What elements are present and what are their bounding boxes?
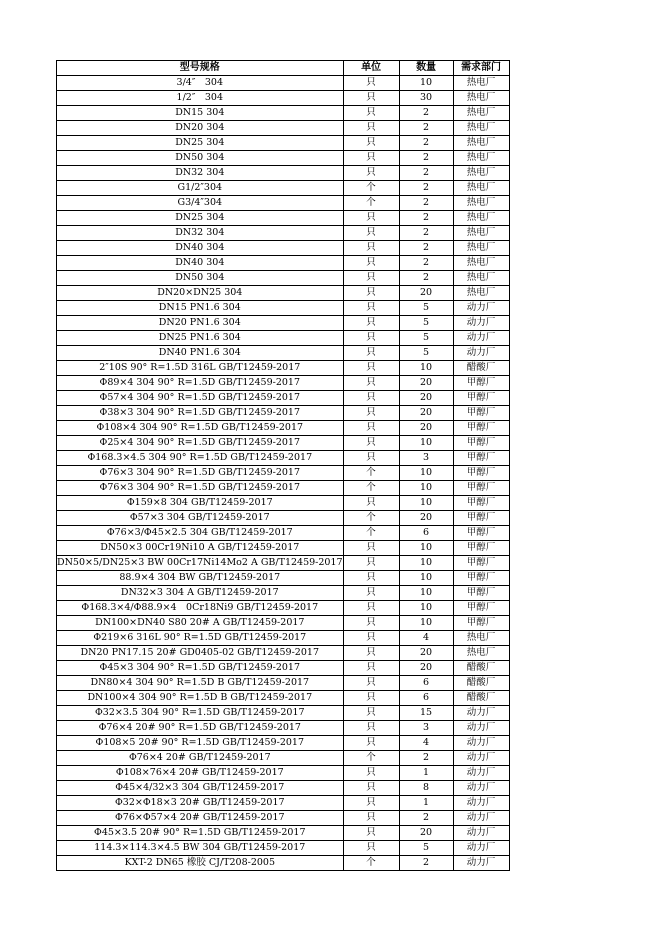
- cell-department[interactable]: 动力厂: [453, 766, 509, 781]
- cell-unit[interactable]: 只: [343, 241, 399, 256]
- cell-unit[interactable]: 只: [343, 211, 399, 226]
- cell-department[interactable]: 热电厂: [453, 151, 509, 166]
- cell-unit[interactable]: 只: [343, 571, 399, 586]
- cell-unit[interactable]: 个: [343, 526, 399, 541]
- table-row: [57, 616, 510, 631]
- cell-unit[interactable]: 只: [343, 766, 399, 781]
- cell-department[interactable]: 甲醇厂: [453, 526, 509, 541]
- cell-quantity[interactable]: 5: [399, 346, 453, 361]
- cell-quantity[interactable]: 10: [399, 466, 453, 481]
- cell-spec[interactable]: Φ168.3×4.5 304 90° R=1.5D GB/T12459-2017: [57, 451, 344, 466]
- cell-unit[interactable]: 个: [343, 481, 399, 496]
- cell-department[interactable]: 动力厂: [453, 316, 509, 331]
- cell-unit[interactable]: 个: [343, 181, 399, 196]
- cell-department[interactable]: 甲醇厂: [453, 586, 509, 601]
- cell-spec[interactable]: Φ38×3 304 90° R=1.5D GB/T12459-2017: [57, 406, 344, 421]
- cell-unit[interactable]: 只: [343, 691, 399, 706]
- cell-spec[interactable]: DN25 PN1.6 304: [57, 331, 344, 346]
- table-row: [57, 541, 510, 556]
- cell-spec[interactable]: DN50×3 00Cr19Ni10 A GB/T12459-2017: [57, 541, 344, 556]
- cell-department[interactable]: 热电厂: [453, 91, 509, 106]
- table-row: [57, 421, 510, 436]
- cell-unit[interactable]: 只: [343, 136, 399, 151]
- cell-quantity[interactable]: 20: [399, 406, 453, 421]
- table-row: [57, 841, 510, 856]
- cell-unit[interactable]: 个: [343, 466, 399, 481]
- cell-spec[interactable]: DN20 PN1.6 304: [57, 316, 344, 331]
- table-row: [57, 811, 510, 826]
- cell-spec[interactable]: Φ45×3.5 20# 90° R=1.5D GB/T12459-2017: [57, 826, 344, 841]
- cell-quantity[interactable]: 15: [399, 706, 453, 721]
- cell-spec[interactable]: KXT-2 DN65 橡胶 CJ/T208-2005: [57, 856, 344, 871]
- table-row: [57, 631, 510, 646]
- cell-department[interactable]: 热电厂: [453, 121, 509, 136]
- cell-department[interactable]: 动力厂: [453, 736, 509, 751]
- cell-unit[interactable]: 只: [343, 361, 399, 376]
- cell-spec[interactable]: DN32×3 304 A GB/T12459-2017: [57, 586, 344, 601]
- cell-quantity[interactable]: 2: [399, 121, 453, 136]
- cell-unit[interactable]: 只: [343, 781, 399, 796]
- cell-quantity[interactable]: 20: [399, 661, 453, 676]
- cell-spec[interactable]: DN32 304: [57, 166, 344, 181]
- cell-quantity[interactable]: 2: [399, 856, 453, 871]
- cell-spec[interactable]: DN25 304: [57, 136, 344, 151]
- cell-unit[interactable]: 只: [343, 226, 399, 241]
- cell-quantity[interactable]: 2: [399, 181, 453, 196]
- table-row: [57, 271, 510, 286]
- table-row: [57, 721, 510, 736]
- cell-unit[interactable]: 只: [343, 316, 399, 331]
- cell-unit[interactable]: 只: [343, 661, 399, 676]
- cell-quantity[interactable]: 1: [399, 796, 453, 811]
- cell-department[interactable]: 动力厂: [453, 811, 509, 826]
- cell-unit[interactable]: 只: [343, 106, 399, 121]
- cell-department[interactable]: 热电厂: [453, 136, 509, 151]
- cell-quantity[interactable]: 2: [399, 256, 453, 271]
- cell-spec[interactable]: DN15 PN1.6 304: [57, 301, 344, 316]
- cell-department[interactable]: 甲醇厂: [453, 436, 509, 451]
- cell-unit[interactable]: 只: [343, 256, 399, 271]
- cell-quantity[interactable]: 3: [399, 451, 453, 466]
- cell-quantity[interactable]: 10: [399, 616, 453, 631]
- cell-spec[interactable]: DN50×5/DN25×3 BW 00Cr17Ni14Mo2 A GB/T12459-2017: [57, 556, 344, 571]
- cell-unit[interactable]: 只: [343, 91, 399, 106]
- cell-unit[interactable]: 只: [343, 721, 399, 736]
- cell-department[interactable]: 甲醇厂: [453, 391, 509, 406]
- cell-quantity[interactable]: 10: [399, 361, 453, 376]
- cell-spec[interactable]: Φ76×3 304 90° R=1.5D GB/T12459-2017: [57, 466, 344, 481]
- cell-quantity[interactable]: 4: [399, 631, 453, 646]
- table-row: [57, 376, 510, 391]
- cell-quantity[interactable]: 20: [399, 391, 453, 406]
- cell-department[interactable]: 动力厂: [453, 826, 509, 841]
- cell-department[interactable]: 热电厂: [453, 256, 509, 271]
- cell-unit[interactable]: 只: [343, 331, 399, 346]
- cell-spec[interactable]: DN50 304: [57, 271, 344, 286]
- cell-unit[interactable]: 只: [343, 406, 399, 421]
- cell-spec[interactable]: DN40 PN1.6 304: [57, 346, 344, 361]
- table-row: [57, 286, 510, 301]
- table-row: [57, 406, 510, 421]
- cell-department[interactable]: 热电厂: [453, 181, 509, 196]
- table-row: [57, 571, 510, 586]
- cell-department[interactable]: 甲醇厂: [453, 466, 509, 481]
- cell-quantity[interactable]: 20: [399, 826, 453, 841]
- table-row: [57, 106, 510, 121]
- cell-spec[interactable]: Φ25×4 304 90° R=1.5D GB/T12459-2017: [57, 436, 344, 451]
- table-row: [57, 151, 510, 166]
- cell-unit[interactable]: 只: [343, 421, 399, 436]
- cell-unit[interactable]: 只: [343, 391, 399, 406]
- cell-spec[interactable]: Φ76×3/Φ45×2.5 304 GB/T12459-2017: [57, 526, 344, 541]
- cell-spec[interactable]: DN20×DN25 304: [57, 286, 344, 301]
- cell-unit[interactable]: 只: [343, 811, 399, 826]
- table-row: [57, 766, 510, 781]
- cell-quantity[interactable]: 5: [399, 331, 453, 346]
- cell-quantity[interactable]: 20: [399, 376, 453, 391]
- header-department[interactable]: 需求部门: [453, 61, 509, 76]
- cell-spec[interactable]: Φ45×4/32×3 304 GB/T12459-2017: [57, 781, 344, 796]
- cell-department[interactable]: 热电厂: [453, 166, 509, 181]
- cell-quantity[interactable]: 5: [399, 316, 453, 331]
- cell-unit[interactable]: 只: [343, 166, 399, 181]
- table-row: [57, 331, 510, 346]
- cell-department[interactable]: 醋酸厂: [453, 361, 509, 376]
- cell-unit[interactable]: 个: [343, 196, 399, 211]
- table-row: [57, 121, 510, 136]
- cell-unit[interactable]: 只: [343, 616, 399, 631]
- table-row: [57, 301, 510, 316]
- cell-quantity[interactable]: 2: [399, 811, 453, 826]
- cell-spec[interactable]: Φ76×4 20# 90° R=1.5D GB/T12459-2017: [57, 721, 344, 736]
- header-row: [57, 61, 510, 76]
- cell-spec[interactable]: 88.9×4 304 BW GB/T12459-2017: [57, 571, 344, 586]
- table-row: [57, 511, 510, 526]
- cell-spec[interactable]: DN80×4 304 90° R=1.5D B GB/T12459-2017: [57, 676, 344, 691]
- cell-quantity[interactable]: 5: [399, 301, 453, 316]
- table-row: [57, 241, 510, 256]
- cell-unit[interactable]: 只: [343, 76, 399, 91]
- cell-department[interactable]: 甲醇厂: [453, 541, 509, 556]
- cell-quantity[interactable]: 4: [399, 736, 453, 751]
- table-row: [57, 466, 510, 481]
- cell-unit[interactable]: 个: [343, 751, 399, 766]
- cell-department[interactable]: 热电厂: [453, 241, 509, 256]
- table-row: [57, 526, 510, 541]
- table-row: [57, 136, 510, 151]
- table-row: [57, 691, 510, 706]
- cell-unit[interactable]: 只: [343, 706, 399, 721]
- cell-spec[interactable]: Φ32×Φ18×3 20# GB/T12459-2017: [57, 796, 344, 811]
- cell-unit[interactable]: 只: [343, 301, 399, 316]
- table-row: [57, 361, 510, 376]
- cell-spec[interactable]: Φ76×3 304 90° R=1.5D GB/T12459-2017: [57, 481, 344, 496]
- cell-spec[interactable]: DN25 304: [57, 211, 344, 226]
- table-row: [57, 676, 510, 691]
- table-row: [57, 751, 510, 766]
- cell-department[interactable]: 甲醇厂: [453, 496, 509, 511]
- cell-quantity[interactable]: 10: [399, 496, 453, 511]
- cell-unit[interactable]: 只: [343, 586, 399, 601]
- cell-quantity[interactable]: 20: [399, 286, 453, 301]
- cell-spec[interactable]: DN15 304: [57, 106, 344, 121]
- cell-department[interactable]: 动力厂: [453, 346, 509, 361]
- cell-department[interactable]: 甲醇厂: [453, 406, 509, 421]
- cell-unit[interactable]: 只: [343, 601, 399, 616]
- cell-spec[interactable]: DN20 304: [57, 121, 344, 136]
- cell-spec[interactable]: Φ219×6 316L 90° R=1.5D GB/T12459-2017: [57, 631, 344, 646]
- cell-unit[interactable]: 只: [343, 736, 399, 751]
- cell-department[interactable]: 热电厂: [453, 76, 509, 91]
- table-row: [57, 346, 510, 361]
- cell-spec[interactable]: DN100×4 304 90° R=1.5D B GB/T12459-2017: [57, 691, 344, 706]
- cell-spec[interactable]: Φ108×76×4 20# GB/T12459-2017: [57, 766, 344, 781]
- cell-department[interactable]: 热电厂: [453, 631, 509, 646]
- cell-department[interactable]: 甲醇厂: [453, 601, 509, 616]
- cell-quantity[interactable]: 20: [399, 511, 453, 526]
- cell-unit[interactable]: 只: [343, 436, 399, 451]
- table-row: [57, 856, 510, 871]
- cell-spec[interactable]: Φ76×4 20# GB/T12459-2017: [57, 751, 344, 766]
- cell-department[interactable]: 醋酸厂: [453, 691, 509, 706]
- cell-unit[interactable]: 只: [343, 346, 399, 361]
- cell-unit[interactable]: 只: [343, 796, 399, 811]
- cell-unit[interactable]: 只: [343, 631, 399, 646]
- cell-department[interactable]: 甲醇厂: [453, 451, 509, 466]
- cell-quantity[interactable]: 5: [399, 841, 453, 856]
- cell-quantity[interactable]: 20: [399, 421, 453, 436]
- cell-quantity[interactable]: 10: [399, 481, 453, 496]
- cell-quantity[interactable]: 2: [399, 226, 453, 241]
- cell-department[interactable]: 甲醇厂: [453, 481, 509, 496]
- cell-unit[interactable]: 只: [343, 451, 399, 466]
- cell-quantity[interactable]: 8: [399, 781, 453, 796]
- table-row: [57, 826, 510, 841]
- cell-spec[interactable]: Φ168.3×4/Φ88.9×4 0Cr18Ni9 GB/T12459-2017: [57, 601, 344, 616]
- cell-department[interactable]: 热电厂: [453, 106, 509, 121]
- cell-quantity[interactable]: 2: [399, 136, 453, 151]
- table-row: [57, 91, 510, 106]
- table-row: [57, 181, 510, 196]
- table-row: [57, 586, 510, 601]
- cell-department[interactable]: 热电厂: [453, 196, 509, 211]
- table-row: [57, 556, 510, 571]
- table-row: [57, 736, 510, 751]
- cell-quantity[interactable]: 6: [399, 676, 453, 691]
- cell-department[interactable]: 热电厂: [453, 211, 509, 226]
- cell-department[interactable]: 醋酸厂: [453, 661, 509, 676]
- cell-department[interactable]: 热电厂: [453, 646, 509, 661]
- table-row: [57, 481, 510, 496]
- cell-quantity[interactable]: 1: [399, 766, 453, 781]
- cell-unit[interactable]: 只: [343, 646, 399, 661]
- table-row: [57, 76, 510, 91]
- cell-unit[interactable]: 只: [343, 541, 399, 556]
- cell-quantity[interactable]: 2: [399, 196, 453, 211]
- cell-department[interactable]: 甲醇厂: [453, 571, 509, 586]
- cell-department[interactable]: 热电厂: [453, 226, 509, 241]
- table-row: [57, 646, 510, 661]
- table-row: [57, 661, 510, 676]
- cell-department[interactable]: 甲醇厂: [453, 616, 509, 631]
- cell-spec[interactable]: Φ76×Φ57×4 20# GB/T12459-2017: [57, 811, 344, 826]
- table-row: [57, 796, 510, 811]
- cell-quantity[interactable]: 2: [399, 166, 453, 181]
- header-spec[interactable]: 型号规格: [57, 61, 344, 76]
- cell-spec[interactable]: 2″10S 90° R=1.5D 316L GB/T12459-2017: [57, 361, 344, 376]
- cell-department[interactable]: 动力厂: [453, 796, 509, 811]
- cell-quantity[interactable]: 6: [399, 526, 453, 541]
- cell-unit[interactable]: 只: [343, 376, 399, 391]
- cell-department[interactable]: 热电厂: [453, 286, 509, 301]
- cell-quantity[interactable]: 10: [399, 76, 453, 91]
- table-body: [57, 76, 510, 871]
- table-row: [57, 316, 510, 331]
- cell-quantity[interactable]: 10: [399, 436, 453, 451]
- cell-quantity[interactable]: 2: [399, 151, 453, 166]
- cell-quantity[interactable]: 2: [399, 241, 453, 256]
- table-row: [57, 391, 510, 406]
- header-quantity[interactable]: 数量: [399, 61, 453, 76]
- header-unit[interactable]: 单位: [343, 61, 399, 76]
- cell-quantity[interactable]: 10: [399, 541, 453, 556]
- cell-department[interactable]: 动力厂: [453, 331, 509, 346]
- cell-spec[interactable]: Φ108×5 20# 90° R=1.5D GB/T12459-2017: [57, 736, 344, 751]
- cell-spec[interactable]: DN40 304: [57, 241, 344, 256]
- table-row: [57, 166, 510, 181]
- cell-spec[interactable]: DN100×DN40 S80 20# A GB/T12459-2017: [57, 616, 344, 631]
- cell-unit[interactable]: 只: [343, 496, 399, 511]
- cell-department[interactable]: 醋酸厂: [453, 676, 509, 691]
- table-row: [57, 706, 510, 721]
- cell-department[interactable]: 动力厂: [453, 721, 509, 736]
- cell-quantity[interactable]: 10: [399, 571, 453, 586]
- cell-unit[interactable]: 只: [343, 556, 399, 571]
- cell-unit[interactable]: 只: [343, 151, 399, 166]
- table-row: [57, 451, 510, 466]
- cell-spec[interactable]: Φ108×4 304 90° R=1.5D GB/T12459-2017: [57, 421, 344, 436]
- cell-department[interactable]: 动力厂: [453, 781, 509, 796]
- cell-unit[interactable]: 个: [343, 856, 399, 871]
- cell-unit[interactable]: 只: [343, 841, 399, 856]
- cell-unit[interactable]: 只: [343, 271, 399, 286]
- cell-spec[interactable]: Φ89×4 304 90° R=1.5D GB/T12459-2017: [57, 376, 344, 391]
- cell-department[interactable]: 动力厂: [453, 841, 509, 856]
- cell-department[interactable]: 甲醇厂: [453, 556, 509, 571]
- cell-quantity[interactable]: 2: [399, 106, 453, 121]
- cell-spec[interactable]: G3/4″304: [57, 196, 344, 211]
- cell-spec[interactable]: DN40 304: [57, 256, 344, 271]
- cell-quantity[interactable]: 6: [399, 691, 453, 706]
- table-row: [57, 601, 510, 616]
- cell-quantity[interactable]: 20: [399, 646, 453, 661]
- spreadsheet-table: [56, 60, 510, 871]
- cell-unit[interactable]: 只: [343, 826, 399, 841]
- cell-spec[interactable]: DN32 304: [57, 226, 344, 241]
- cell-quantity[interactable]: 10: [399, 556, 453, 571]
- cell-quantity[interactable]: 10: [399, 601, 453, 616]
- cell-department[interactable]: 动力厂: [453, 856, 509, 871]
- cell-unit[interactable]: 只: [343, 286, 399, 301]
- cell-spec[interactable]: 114.3×114.3×4.5 BW 304 GB/T12459-2017: [57, 841, 344, 856]
- cell-spec[interactable]: DN50 304: [57, 151, 344, 166]
- cell-department[interactable]: 动力厂: [453, 706, 509, 721]
- cell-quantity[interactable]: 10: [399, 586, 453, 601]
- cell-department[interactable]: 动力厂: [453, 751, 509, 766]
- cell-spec[interactable]: Φ159×8 304 GB/T12459-2017: [57, 496, 344, 511]
- cell-spec[interactable]: 1/2″ 304: [57, 91, 344, 106]
- table-row: [57, 496, 510, 511]
- cell-spec[interactable]: G1/2″304: [57, 181, 344, 196]
- cell-spec[interactable]: Φ45×3 304 90° R=1.5D GB/T12459-2017: [57, 661, 344, 676]
- cell-quantity[interactable]: 3: [399, 721, 453, 736]
- cell-spec[interactable]: Φ57×4 304 90° R=1.5D GB/T12459-2017: [57, 391, 344, 406]
- cell-quantity[interactable]: 2: [399, 271, 453, 286]
- cell-spec[interactable]: Φ57×3 304 GB/T12459-2017: [57, 511, 344, 526]
- table-row: [57, 196, 510, 211]
- cell-unit[interactable]: 只: [343, 121, 399, 136]
- cell-spec[interactable]: 3/4″ 304: [57, 76, 344, 91]
- cell-department[interactable]: 热电厂: [453, 271, 509, 286]
- cell-spec[interactable]: DN20 PN17.15 20# GD0405-02 GB/T12459-2017: [57, 646, 344, 661]
- cell-unit[interactable]: 只: [343, 676, 399, 691]
- cell-quantity[interactable]: 2: [399, 211, 453, 226]
- cell-spec[interactable]: Φ32×3.5 304 90° R=1.5D GB/T12459-2017: [57, 706, 344, 721]
- cell-department[interactable]: 动力厂: [453, 301, 509, 316]
- cell-quantity[interactable]: 2: [399, 751, 453, 766]
- cell-department[interactable]: 甲醇厂: [453, 511, 509, 526]
- cell-quantity[interactable]: 30: [399, 91, 453, 106]
- table-row: [57, 211, 510, 226]
- table-row: [57, 781, 510, 796]
- table-row: [57, 256, 510, 271]
- table-row: [57, 226, 510, 241]
- table-row: [57, 436, 510, 451]
- cell-unit[interactable]: 个: [343, 511, 399, 526]
- cell-department[interactable]: 甲醇厂: [453, 421, 509, 436]
- cell-department[interactable]: 甲醇厂: [453, 376, 509, 391]
